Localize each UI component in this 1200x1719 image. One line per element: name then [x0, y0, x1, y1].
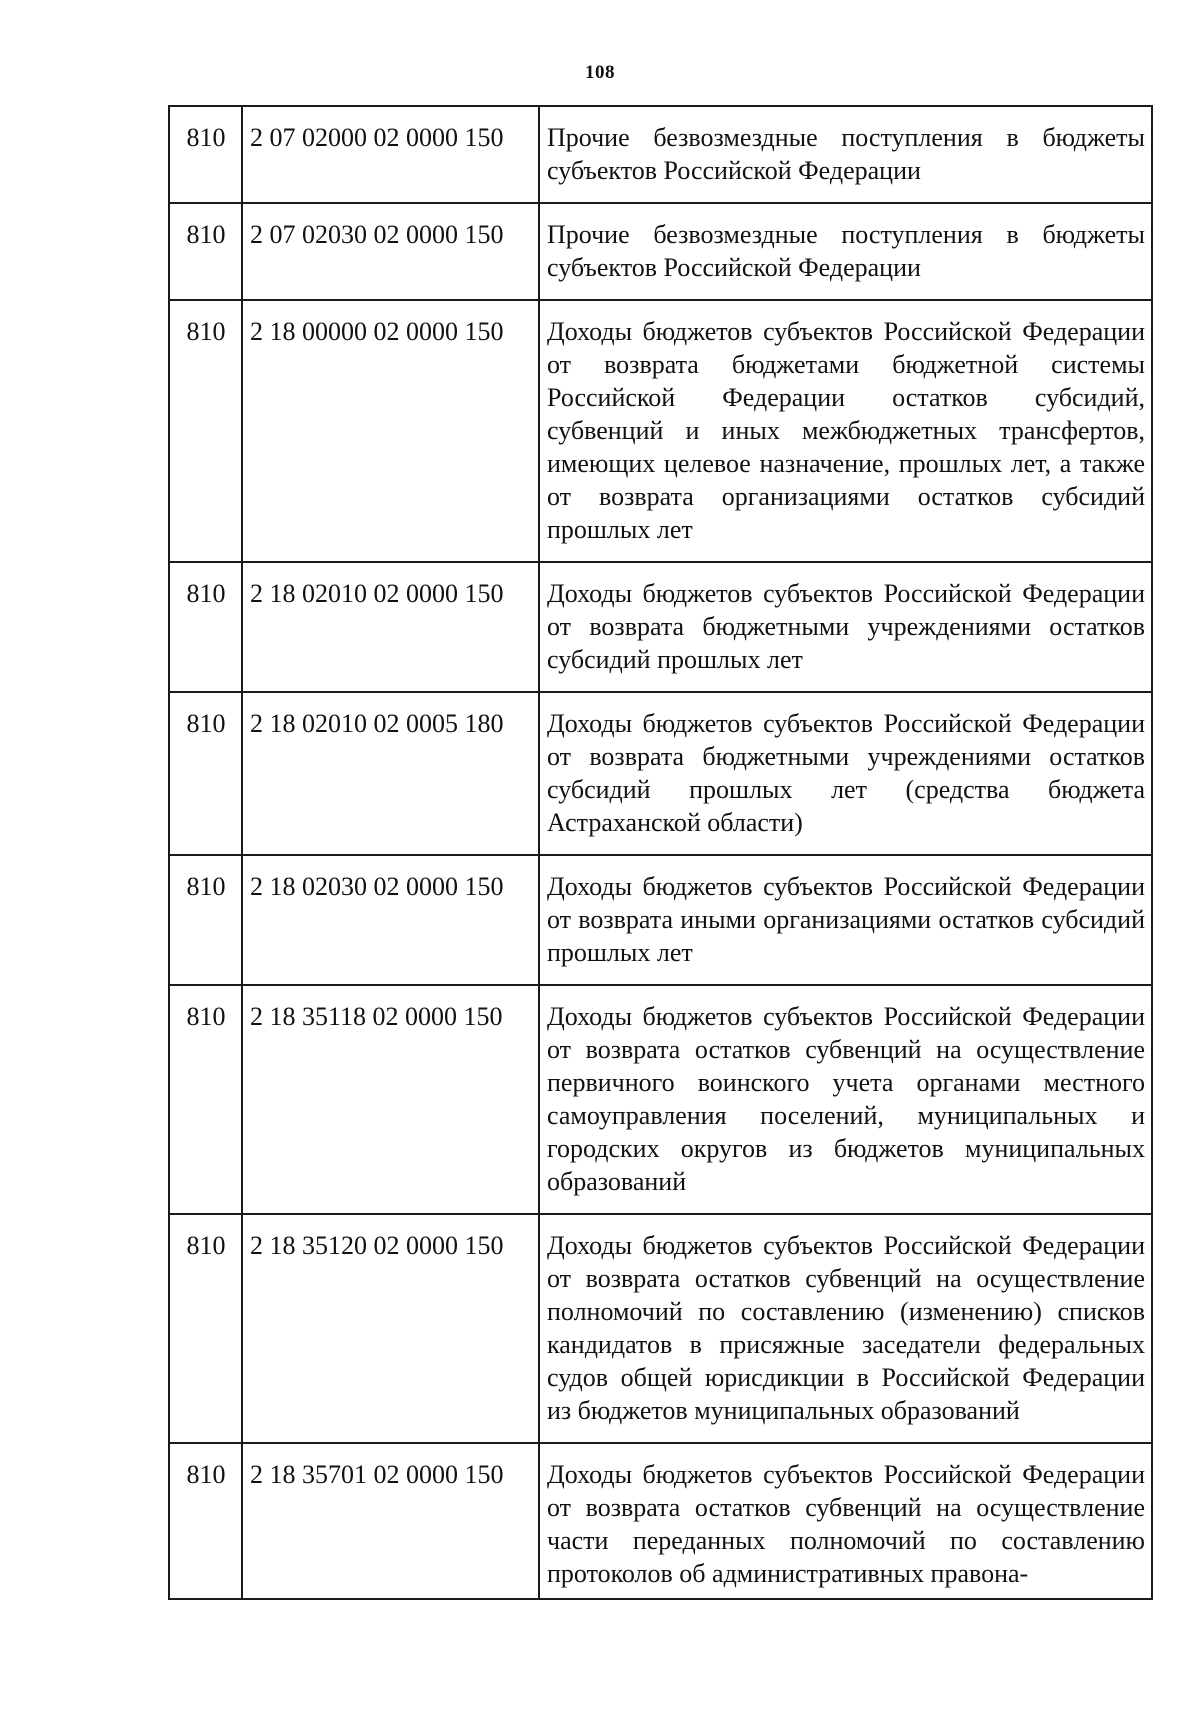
table-row — [169, 985, 1152, 1214]
income-name-cell: Прочие безвозмездные поступления в бюджеты субъектов Российской Федерации — [539, 203, 1152, 300]
admin-code-cell: 810 — [169, 300, 242, 562]
table-row — [169, 562, 1152, 692]
budget-income-table — [168, 105, 1153, 1600]
admin-code-cell: 810 — [169, 692, 242, 855]
budget-code-cell: 2 18 02030 02 0000 150 — [242, 855, 539, 985]
income-name-cell: Прочие безвозмездные поступления в бюджеты субъектов Российской Федерации — [539, 106, 1152, 203]
income-name-cell: Доходы бюджетов субъектов Российской Федерации от возврата бюджетными учреждениями остатков субсидий прошлых лет — [539, 562, 1152, 692]
budget-code-cell: 2 18 00000 02 0000 150 — [242, 300, 539, 562]
table-row — [169, 855, 1152, 985]
income-name-cell: Доходы бюджетов субъектов Российской Федерации от возврата остатков субвенций на осуществление полномочий по составлению (изменению) списков кандидатов в присяжные заседатели федеральных судов общей юрисдикции в Российской Федерации из бюджетов муниципальных образований — [539, 1214, 1152, 1443]
budget-code-cell: 2 18 35120 02 0000 150 — [242, 1214, 539, 1443]
page-number: 108 — [585, 62, 615, 83]
admin-code-cell: 810 — [169, 1443, 242, 1599]
admin-code-cell: 810 — [169, 203, 242, 300]
table-row — [169, 1443, 1152, 1599]
table-row — [169, 1214, 1152, 1443]
admin-code-cell: 810 — [169, 106, 242, 203]
table-row — [169, 300, 1152, 562]
admin-code-cell: 810 — [169, 985, 242, 1214]
income-name-cell: Доходы бюджетов субъектов Российской Федерации от возврата бюджетами бюджетной системы Российской Федерации остатков субсидий, субвенций и иных межбюджетных трансфертов, имеющих целевое назначение, прошлых лет, а также от возврата организациями остатков субсидий прошлых лет — [539, 300, 1152, 562]
budget-code-cell: 2 07 02000 02 0000 150 — [242, 106, 539, 203]
budget-code-cell: 2 18 35701 02 0000 150 — [242, 1443, 539, 1599]
table-row — [169, 692, 1152, 855]
budget-code-cell: 2 07 02030 02 0000 150 — [242, 203, 539, 300]
income-name-cell: Доходы бюджетов субъектов Российской Федерации от возврата остатков субвенций на осуществление первичного воинского учета органами местного самоуправления поселений, муниципальных и городских округов из бюджетов муниципальных образований — [539, 985, 1152, 1214]
income-name-cell: Доходы бюджетов субъектов Российской Федерации от возврата остатков субвенций на осуществление части переданных полномочий по составлению протоколов об административных правона- — [539, 1443, 1152, 1599]
income-name-cell: Доходы бюджетов субъектов Российской Федерации от возврата иными организациями остатков субсидий прошлых лет — [539, 855, 1152, 985]
admin-code-cell: 810 — [169, 855, 242, 985]
admin-code-cell: 810 — [169, 562, 242, 692]
admin-code-cell: 810 — [169, 1214, 242, 1443]
table-row — [169, 106, 1152, 203]
table-row — [169, 203, 1152, 300]
income-name-cell: Доходы бюджетов субъектов Российской Федерации от возврата бюджетными учреждениями остатков субсидий прошлых лет (средства бюджета Астраханской области) — [539, 692, 1152, 855]
budget-code-cell: 2 18 02010 02 0000 150 — [242, 562, 539, 692]
budget-code-cell: 2 18 35118 02 0000 150 — [242, 985, 539, 1214]
budget-code-cell: 2 18 02010 02 0005 180 — [242, 692, 539, 855]
